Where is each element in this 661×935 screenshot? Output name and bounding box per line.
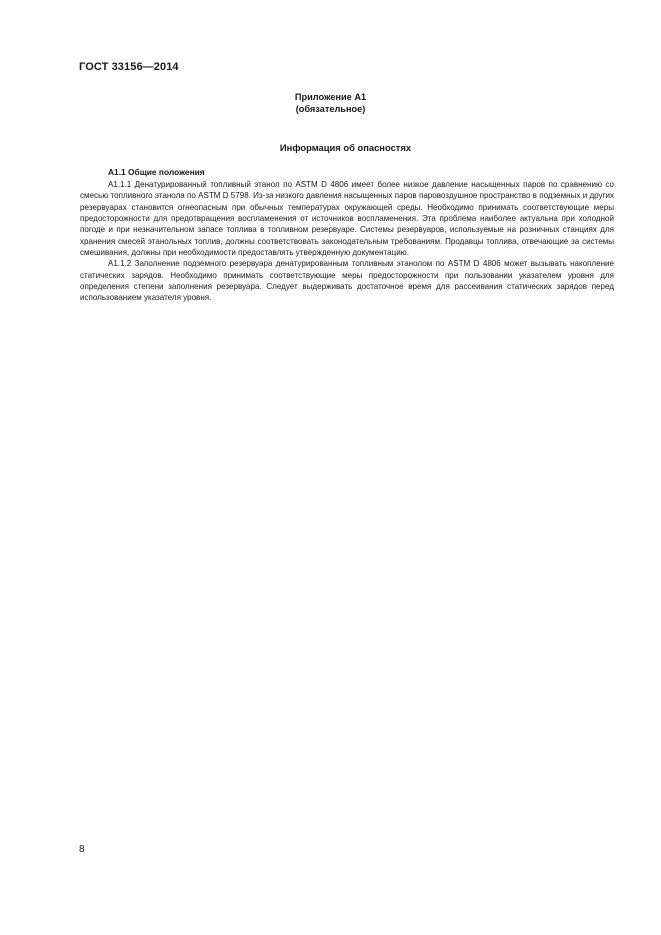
- section-title-text: Информация об опасностях: [279, 142, 412, 153]
- appendix-heading: [0, 91, 661, 115]
- paragraph: А1.1.1 Денатурированный топливный этанол по ASTM D 4806 имеет более низкое давление насыщенных паров по сравнению со смесью топливного этанола по ASTM D 5798. Из-за низкого давления насыщенных паров паровоздушное пространство в подземных и других резервуарах становится огнеопасным при обычных температурах окружающей среды. Необходимо принимать соответствующие меры предосторожности для предотвращения воспламенения от источников воспламенения. Эта проблема наиболее актуальна при холодной погоде и при незначительном запасе топлива в топливном резервуаре. Системы резервуаров, используемые на розничных станциях для хранения смесей этанольных топлив, должны соответствовать законодательным требованиям. Продавцы топлива, отвечающие за системы смешивания, должны при необходимости предоставлять утвержденную документацию.: [80, 180, 614, 258]
- appendix-status: (обязательное): [295, 104, 366, 114]
- page-number: 8: [79, 844, 85, 855]
- subsection-heading: А1.1 Общие положения: [108, 167, 205, 177]
- document-code: ГОСТ 33156—2014: [79, 61, 179, 73]
- paragraph: А1.1.2 Заполнение подземного резервуара денатурированным топливным этанолом по ASTM D 4806 может вызывать накопление статических зарядов. Необходимо принимать соответствующие меры предосторожности при пользовании указателем уровня для определения степени заполнения резервуара. Следует выдерживать достаточное время для рассеивания статических зарядов перед использованием указателя уровня.: [80, 259, 614, 303]
- appendix-label: Приложение А1: [294, 92, 367, 102]
- body-text: [80, 166, 614, 304]
- section-title: [0, 142, 661, 153]
